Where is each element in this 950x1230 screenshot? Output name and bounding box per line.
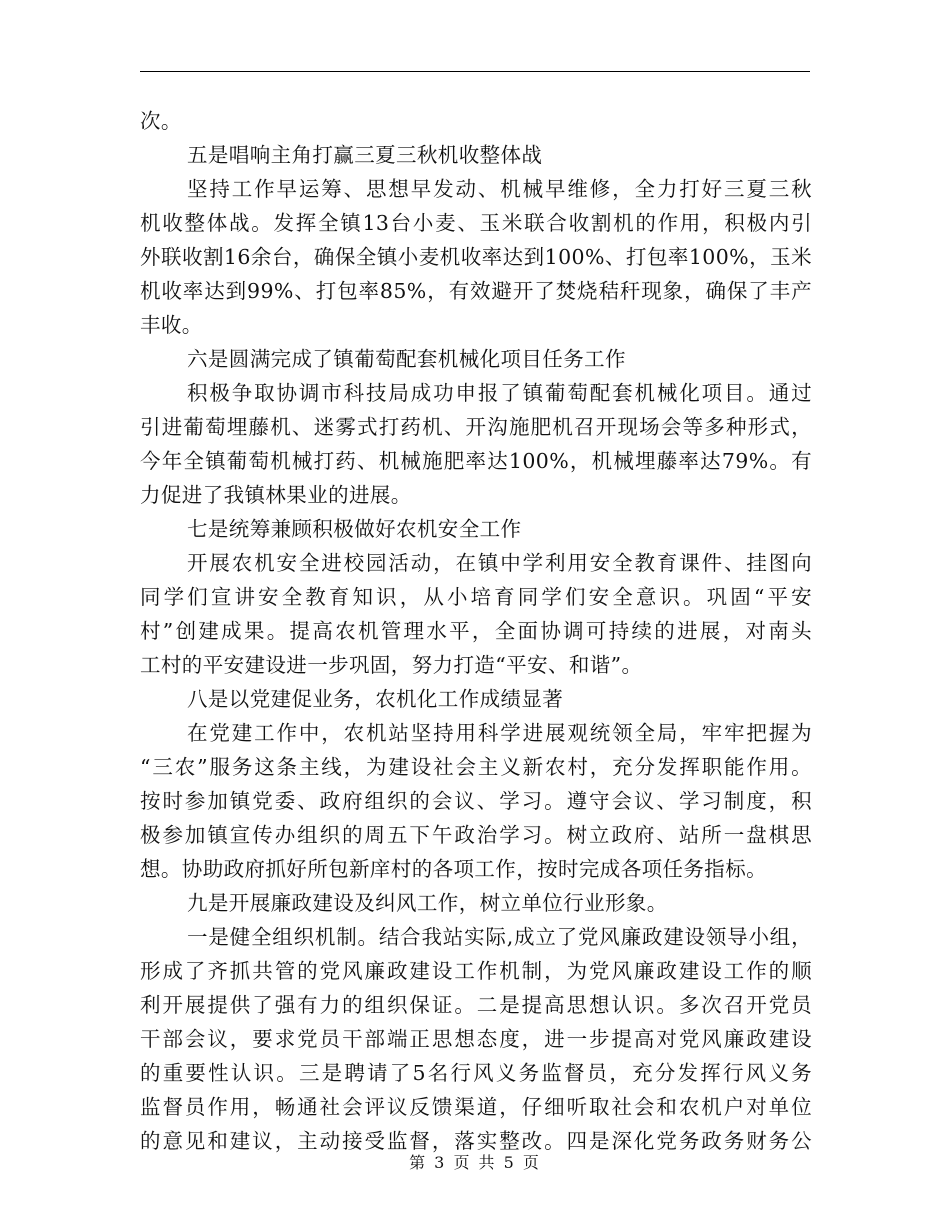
text-line: 的意见和建议，主动接受监督，落实整改。四是深化党务政务财务公 xyxy=(140,1129,812,1153)
text-line: 今年全镇葡萄机械打药、机械施肥率达100%，机械埋藤率达79%。有 xyxy=(140,449,812,473)
text-line: 在党建工作中，农机站坚持用科学进展观统领全局，牢牢把握为 xyxy=(187,721,812,745)
text-line: 七是统筹兼顾积极做好农机安全工作 xyxy=(187,517,522,541)
text-line: 的重要性认识。三是聘请了5名行风义务监督员，充分发挥行风义务 xyxy=(140,1061,812,1085)
text-line: “三农”服务这条主线，为建设社会主义新农村，充分发挥职能作用。 xyxy=(140,755,812,779)
document-body xyxy=(140,104,812,1158)
text-line: 村”创建成果。提高农机管理水平，全面协调可持续的进展，对南头 xyxy=(140,619,812,643)
text-line: 一是健全组织机制。结合我站实际,成立了党风廉政建设领导小组， xyxy=(187,925,812,949)
text-line: 开展农机安全进校园活动，在镇中学利用安全教育课件、挂图向 xyxy=(187,551,812,575)
text-line: 九是开展廉政建设及纠风工作，树立单位行业形象。 xyxy=(187,891,668,915)
text-line: 利开展提供了强有力的组织保证。二是提高思想认识。多次召开党员 xyxy=(140,993,812,1017)
page-number: 第 3 页 共 5 页 xyxy=(409,1153,541,1172)
text-line: 外联收割16余台，确保全镇小麦机收率达到100%、打包率100%，玉米 xyxy=(140,245,812,269)
text-line: 次。 xyxy=(140,109,182,133)
text-line: 坚持工作早运筹、思想早发动、机械早维修，全力打好三夏三秋 xyxy=(187,177,812,201)
text-line: 积极争取协调市科技局成功申报了镇葡萄配套机械化项目。通过 xyxy=(187,381,812,405)
text-line: 工村的平安建设进一步巩固，努力打造“平安、和谐”。 xyxy=(140,653,643,677)
text-line: 引进葡萄埋藤机、迷雾式打药机、开沟施肥机召开现场会等多种形式， xyxy=(140,415,812,439)
text-line: 八是以党建促业务，农机化工作成绩显著 xyxy=(187,687,564,711)
text-line: 监督员作用，畅通社会评议反馈渠道，仔细听取社会和农机户对单位 xyxy=(140,1095,812,1119)
text-line: 五是唱响主角打赢三夏三秋机收整体战 xyxy=(187,143,543,167)
text-line: 形成了齐抓共管的党风廉政建设工作机制，为党风廉政建设工作的顺 xyxy=(140,959,812,983)
text-line: 按时参加镇党委、政府组织的会议、学习。遵守会议、学习制度，积 xyxy=(140,789,812,813)
header-rule xyxy=(140,71,810,72)
text-line: 极参加镇宣传办组织的周五下午政治学习。树立政府、站所一盘棋思 xyxy=(140,823,812,847)
text-line: 丰收。 xyxy=(140,313,203,337)
text-line: 想。协助政府抓好所包新庠村的各项工作，按时完成各项任务指标。 xyxy=(140,857,767,881)
text-line: 同学们宣讲安全教育知识，从小培育同学们安全意识。巩固“平安 xyxy=(140,585,812,609)
text-line: 机收整体战。发挥全镇13台小麦、玉米联合收割机的作用，积极内引 xyxy=(140,211,812,235)
text-line: 力促进了我镇林果业的进展。 xyxy=(140,483,412,507)
text-line: 机收率达到99%、打包率85%，有效避开了焚烧秸秆现象，确保了丰产 xyxy=(140,279,812,303)
text-line: 六是圆满完成了镇葡萄配套机械化项目任务工作 xyxy=(187,347,626,371)
text-line: 干部会议，要求党员干部端正思想态度，进一步提高对党风廉政建设 xyxy=(140,1027,812,1051)
